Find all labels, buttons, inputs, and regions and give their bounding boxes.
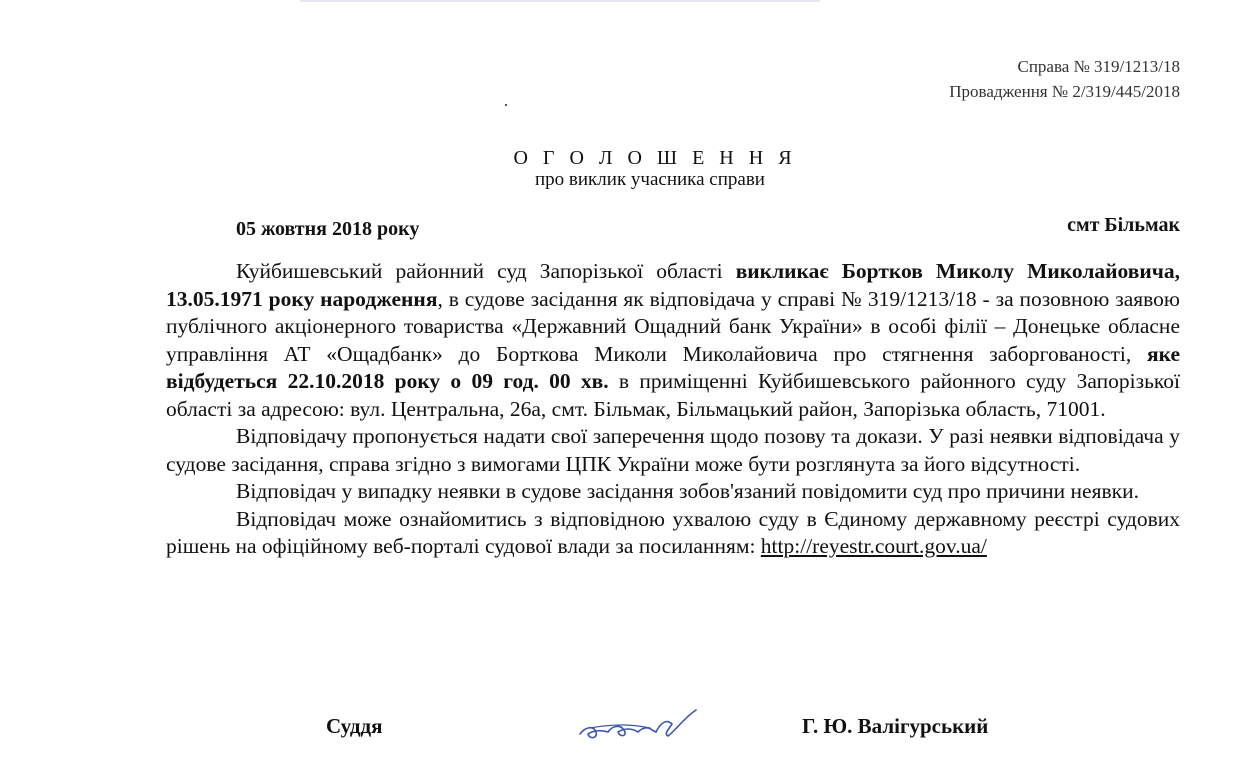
summoned-person: викликає Бортков Миколу Миколайовича, 13.05.1971 року народження bbox=[166, 259, 1180, 311]
hearing-address: в приміщенні Куйбишевського районного суду Запорізької області за адресою: вул. Центральна, 26а, смт. Більмак, Більмацький район, Запорізька область, 71001. bbox=[166, 369, 1180, 421]
scan-speck bbox=[505, 104, 507, 106]
paragraph-objections: Відповідачу пропонується надати свої заперечення щодо позову та докази. У разі неявки відповідача у судове засідання, справа згідно з вимогами ЦПК України може бути розглянута за його відсутності. bbox=[166, 424, 1180, 476]
proceeding-number: Провадження № 2/319/445/2018 bbox=[949, 82, 1180, 101]
signature-icon bbox=[572, 704, 702, 748]
document-title: О Г О Л О Ш Е Н Н Я bbox=[513, 147, 797, 169]
case-number: Справа № 319/1213/18 bbox=[1017, 57, 1180, 76]
document-date: 05 жовтня 2018 року bbox=[236, 218, 420, 240]
case-reference bbox=[949, 54, 1180, 104]
court-name-text: Куйбишевський районний суд Запорізької області bbox=[236, 259, 736, 283]
paragraph-registry bbox=[166, 506, 1180, 561]
registry-link[interactable]: http://reyestr.court.gov.ua/ bbox=[760, 534, 987, 558]
document-subtitle: про виклик учасника справи bbox=[535, 169, 765, 190]
document-body bbox=[166, 258, 1180, 561]
handwritten-signature bbox=[572, 704, 702, 748]
case-description: , в судове засідання як відповідача у справі № 319/1213/18 - за позовною заявою публічного акціонерного товариства «Державний Ощадний банк України» в особі філії – Донецьке обласне управління АТ «Ощадбанк» до Борткова Миколи Миколайовича про стягнення заборгованості, bbox=[166, 286, 1180, 366]
judge-name: Г. Ю. Валігурський bbox=[802, 714, 989, 738]
judge-label: Суддя bbox=[326, 714, 383, 738]
document-place: смт Більмак bbox=[1067, 214, 1180, 236]
top-scan-line bbox=[300, 0, 820, 2]
paragraph-notify: Відповідач у випадку неявки в судове засідання зобов'язаний повідомити суд про причини неявки. bbox=[236, 479, 1139, 503]
registry-text: Відповідач може ознайомитись з відповідною ухвалою суду в Єдиному державному реєстрі судових рішень на офіційному веб-порталі судової влади за посиланням: bbox=[166, 506, 1180, 558]
signature-block bbox=[0, 712, 1240, 752]
hearing-datetime: яке відбудеться 22.10.2018 року о 09 год. 00 хв. bbox=[166, 341, 1180, 393]
paragraph-summons bbox=[166, 258, 1180, 423]
